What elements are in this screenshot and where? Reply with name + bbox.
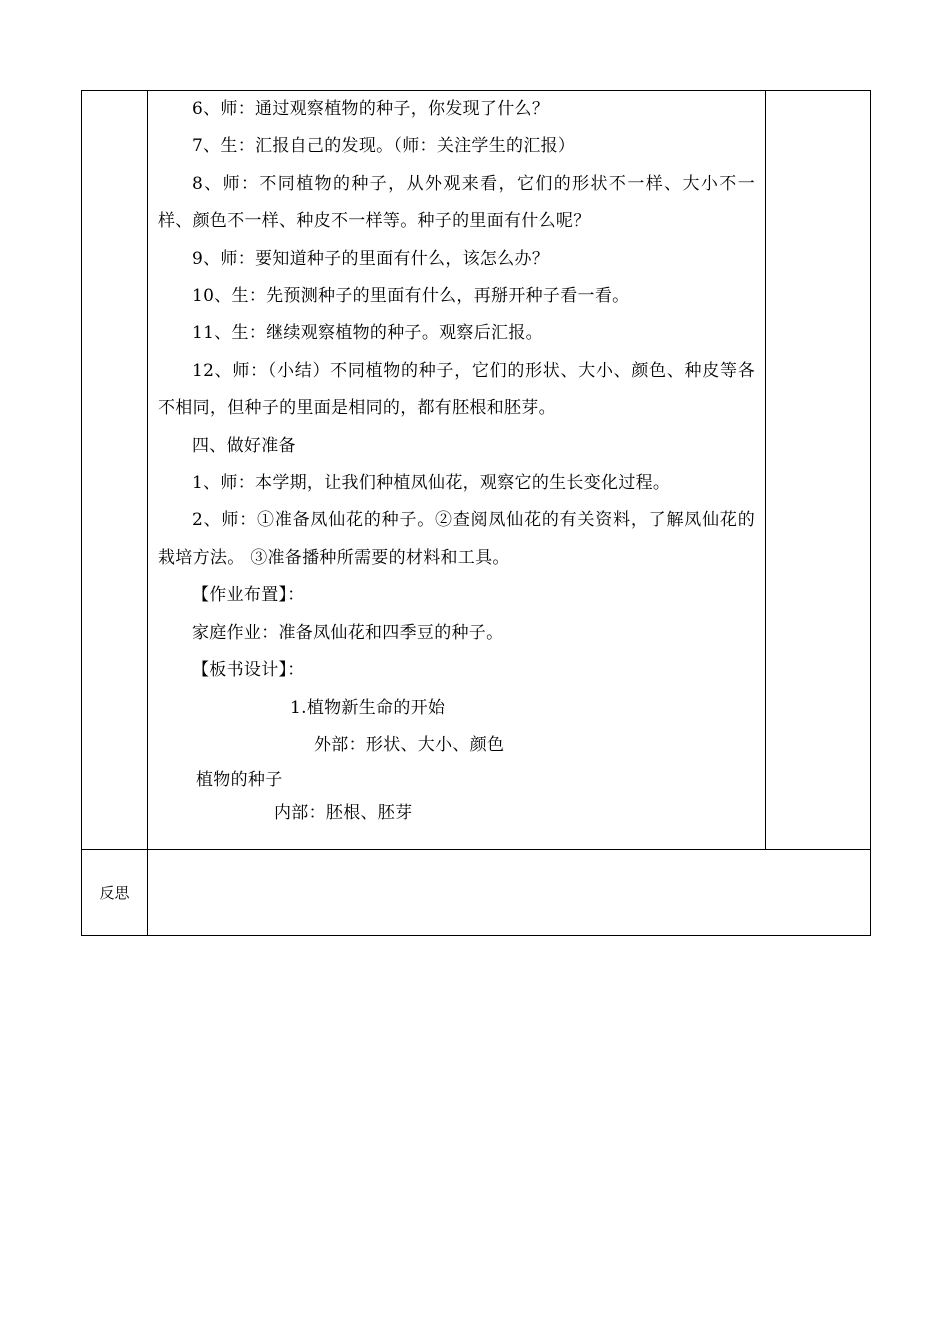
- paragraph-9: 9、师：要知道种子的里面有什么，该怎么办？: [192, 248, 550, 269]
- reflection-row: [82, 850, 871, 936]
- board-outer: 外部：形状、大小、颜色: [314, 734, 505, 755]
- board-subject: 植物的种子: [196, 769, 283, 790]
- prepare-item-1: 1、师：本学期，让我们种植凤仙花，观察它的生长变化过程。: [192, 473, 671, 494]
- paragraph-12: 12、师：（小结）不同植物的种子，它们的形状、大小、颜色、种皮等各不相同，但种子的里面是相同的，都有胚根和胚芽。: [158, 360, 755, 419]
- prepare-item-2: 2、师：①准备凤仙花的种子。②查阅凤仙花的有关资料，了解凤仙花的栽培方法。 ③准备播种所需要的材料和工具。: [158, 510, 755, 568]
- lesson-content-cell: [148, 91, 766, 850]
- board-design-heading: 【板书设计】：: [192, 660, 305, 681]
- paragraph-8: 8、师：不同植物的种子，从外观来看，它们的形状不一样、大小不一样、颜色不一样、种皮不一样等。种子的里面有什么呢？: [158, 173, 755, 232]
- lesson-plan-table: [81, 90, 871, 936]
- paragraph-7: 7、生：汇报自己的发现。（师：关注学生的汇报）: [192, 136, 576, 157]
- paragraph-10: 10、生：先预测种子的里面有什么，再掰开种子看一看。: [192, 286, 630, 307]
- left-label-cell: [82, 91, 148, 850]
- paragraph-6: 6、师：通过观察植物的种子，你发现了什么？: [192, 99, 550, 119]
- reflection-content-cell[interactable]: [148, 850, 871, 936]
- lesson-content: [148, 91, 765, 829]
- right-notes-cell: [766, 91, 871, 850]
- homework-text: 家庭作业：准备凤仙花和四季豆的种子。: [192, 622, 504, 643]
- lesson-process-row: [82, 91, 871, 850]
- reflection-label: 反思: [82, 850, 148, 936]
- board-title: 1.植物新生命的开始: [290, 697, 446, 718]
- board-inner: 内部：胚根、胚芽: [274, 802, 413, 823]
- paragraph-11: 11、生：继续观察植物的种子。观察后汇报。: [192, 323, 543, 344]
- homework-heading: 【作业布置】：: [192, 585, 305, 606]
- section-heading-prepare: 四、做好准备: [192, 435, 296, 456]
